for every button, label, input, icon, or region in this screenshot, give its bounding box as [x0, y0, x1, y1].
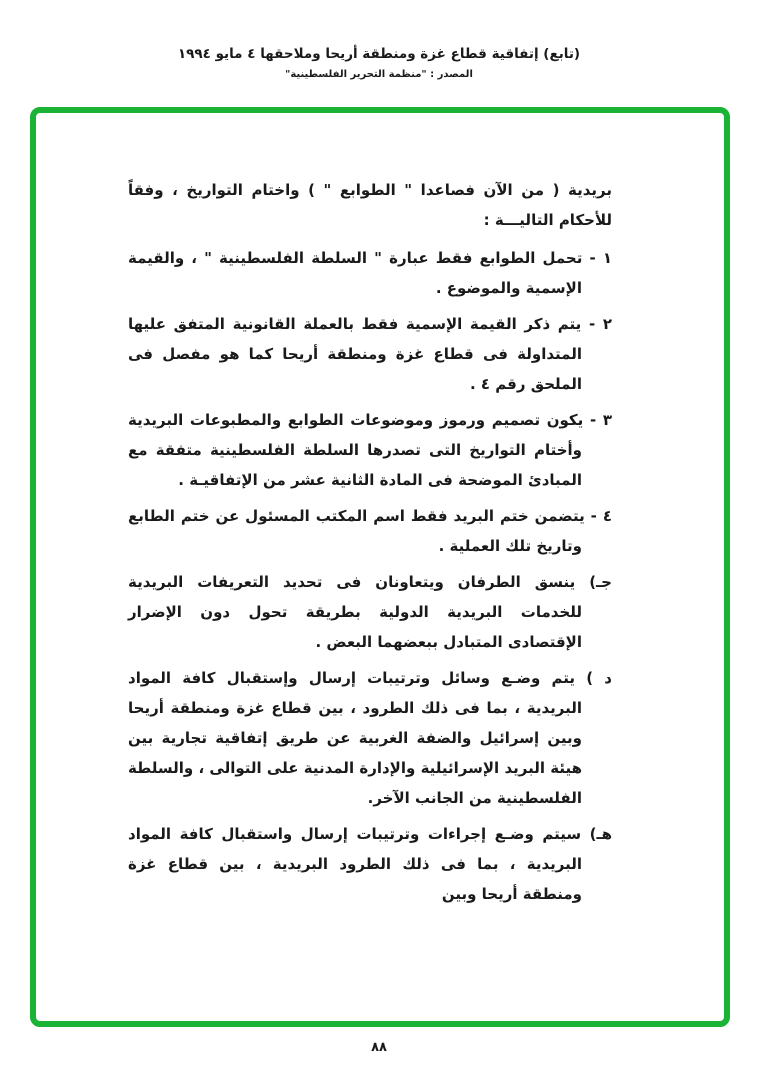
document-source: المصدر : "منظمة التحرير الفلسطينية" — [285, 69, 473, 80]
page-header — [0, 46, 758, 80]
item-text: تحمل الطوابع فقط عبارة " السلطة الفلسطينية " ، والقيمة الإسمية والموضوع . — [128, 249, 583, 297]
item-text: ينسق الطرفان ويتعاونان فى تحديد التعريفات البريدية للخدمات البريدية الدولية بطريقة تحول دون الإضرار الإقتصادى المتبادل ببعضهما البعض . — [128, 573, 582, 651]
item-text: يتضمن ختم البريد فقط اسم المكتب المسئول عن ختم الطابع وتاريخ تلك العملية . — [128, 507, 585, 555]
item-text: سيتم وضـع إجراءات وترتيبات إرسال واستقبال كافة المواد البريدية ، بما فى ذلك الطرود البريدية ، بين قطاع غزة ومنطقة أريحا وبين — [128, 825, 582, 903]
lettered-item-ha — [128, 819, 612, 909]
lettered-item-jeem — [128, 567, 612, 657]
page-footer — [0, 1040, 758, 1055]
item-marker: جـ) — [589, 573, 612, 591]
item-text: يكون تصميم ورموز وموضوعات الطوابع والمطبوعات البريدية وأختام التواريخ التى تصدرها السلطة الفلسطينية متفقة مع المبادئ الموضحة فى المادة الثانية عشر من الإتفاقيـة . — [128, 411, 584, 489]
lettered-item-dal — [128, 663, 612, 813]
numbered-item-3 — [128, 405, 612, 495]
numbered-item-1 — [128, 243, 612, 303]
numbered-item-2 — [128, 309, 612, 399]
item-marker: ١ - — [589, 249, 612, 267]
item-text: يتم وضـع وسائل وترتيبات إرسال وإستقبال كافة المواد البريدية ، بما فى ذلك الطرود ، بين قطاع غزة ومنطقة أريحا وبين إسرائيل والضفة الغربية عن طريق إتفاقية تجارية بين هيئة البريد الإسرائيلية والإدارة المدنية على التوالى ، والسلطة الفلسطينية من الجانب الآخر. — [128, 669, 582, 807]
page-number: ٨٨ — [371, 1040, 387, 1055]
document-title: (تابع) إتفاقية قطاع غزة ومنطقة أريحا وملاحقها ٤ مايو ١٩٩٤ — [177, 46, 581, 62]
item-text: يتم ذكر القيمة الإسمية فقط بالعملة القانونية المتفق عليها المتداولة فى قطاع غزة ومنطقة أريحا كما هو مفصل فى الملحق رقم ٤ . — [128, 315, 582, 393]
item-marker: ٣ - — [589, 411, 612, 429]
item-marker: ٢ - — [588, 315, 612, 333]
item-marker: ٤ - — [590, 507, 612, 525]
intro-line-2: للأحكام التاليـــة : — [483, 211, 612, 229]
content-border-box — [30, 107, 730, 1027]
document-body — [36, 113, 724, 909]
item-marker: هـ) — [589, 825, 612, 843]
intro-line-1: بريدية ( من الآن فصاعدا " الطوابع " ) واختام التواريخ ، وفقاً — [128, 181, 612, 199]
item-marker: د ) — [586, 669, 612, 687]
numbered-item-4 — [128, 501, 612, 561]
